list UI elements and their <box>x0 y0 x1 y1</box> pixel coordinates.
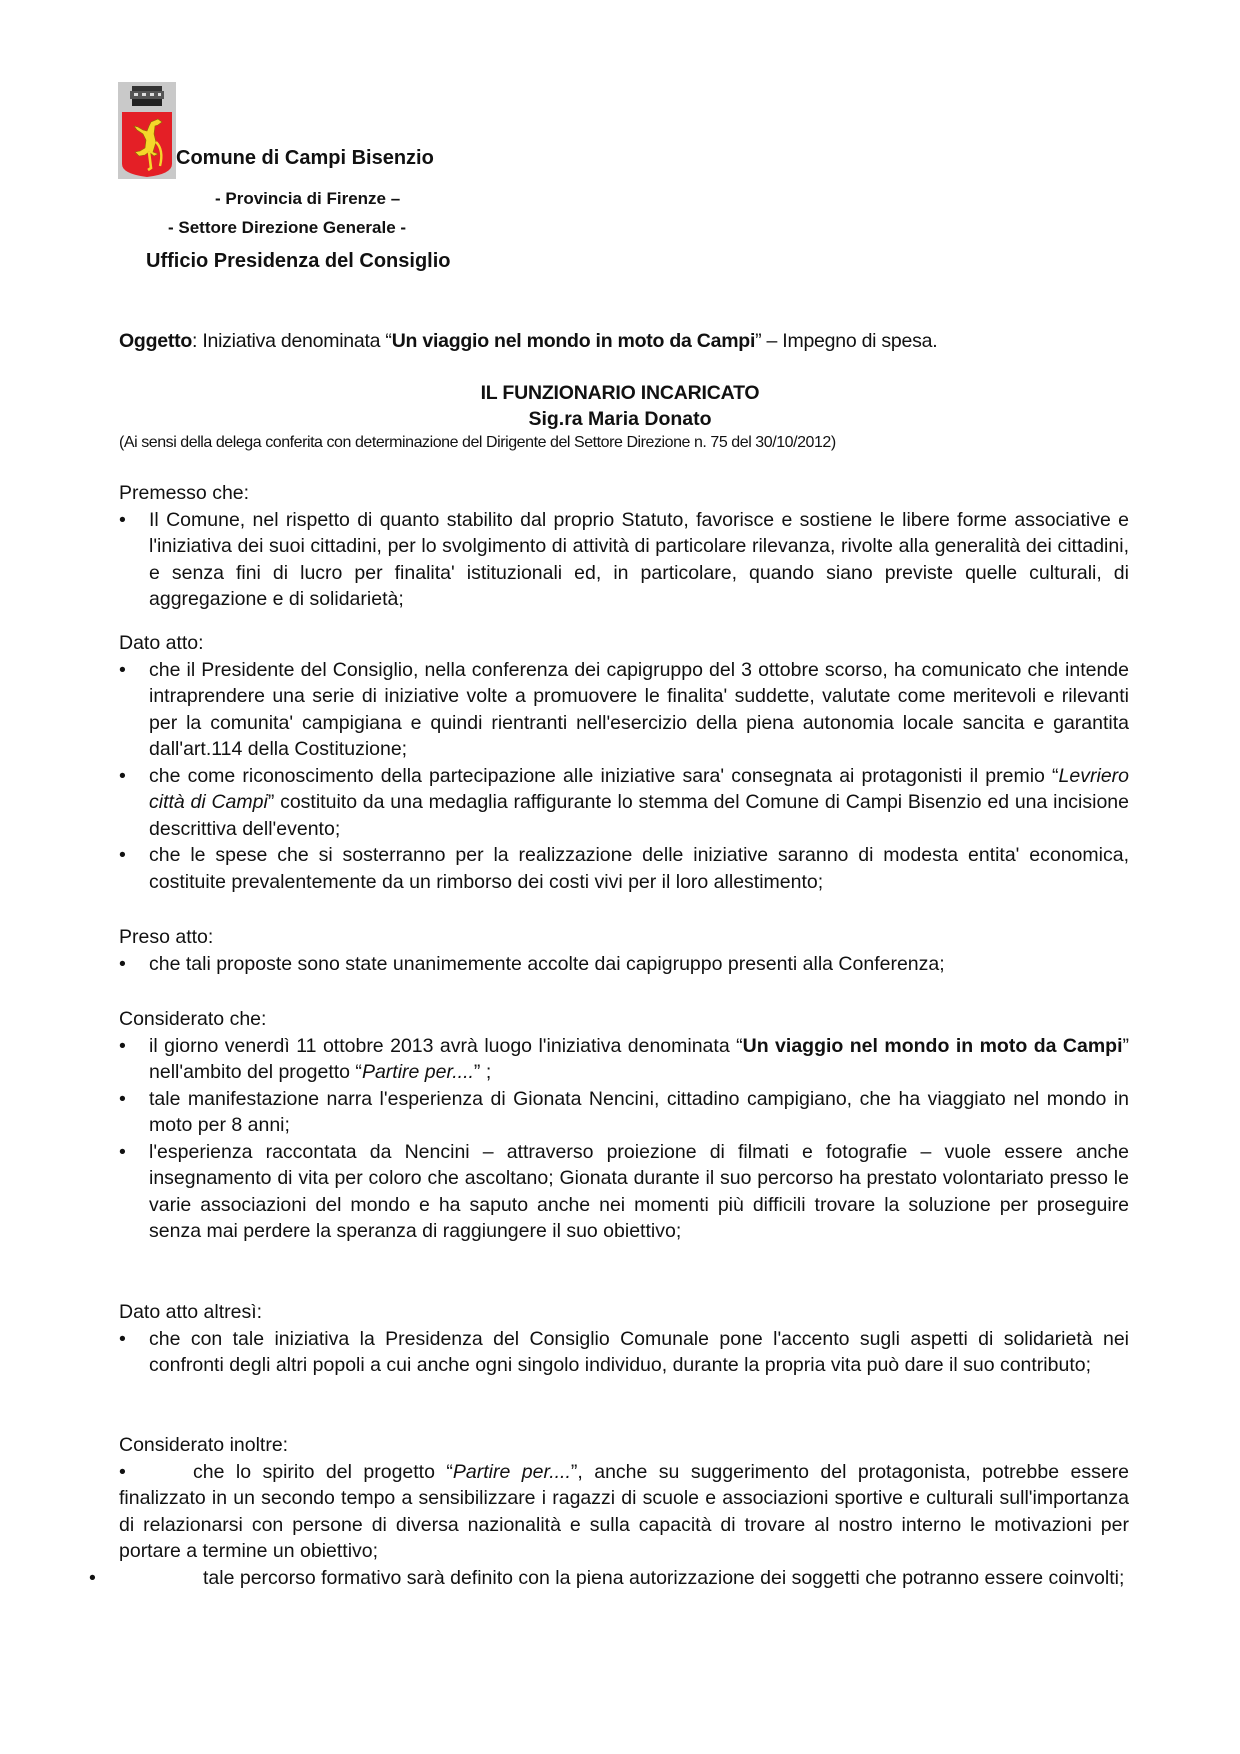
section-dato-atto <box>119 630 1129 895</box>
bullet-list <box>119 1033 1129 1245</box>
event-title: Un viaggio nel mondo in moto da Campi <box>742 1034 1123 1057</box>
section-heading: Considerato inoltre: <box>119 1434 289 1456</box>
list-item: • che come riconoscimento della partecipazione alle iniziative sara' consegnata ai protagonisti il premio “Levriero città di Campi” costituito da una medaglia raffigurante lo stemma del Comune di Campi Bisenzio ed una incisione descrittiva dell'evento; <box>119 764 1129 840</box>
bullet-icon: • <box>119 658 126 681</box>
bullet-list <box>119 1326 1129 1379</box>
list-item: • che il Presidente del Consiglio, nella conferenza dei capigruppo del 3 ottobre scorso, ha comunicato che intende intraprendere una serie di iniziative volte a promuovere le finalita' suddette, valutate come meritevoli e rilevanti per la comunita' campigiana e quindi rientranti nell'esercizio della piena autonomia locale sancita e garantita dall'art.114 della Costituzione; <box>119 658 1129 760</box>
section-dato-atto-altresi <box>119 1299 1129 1379</box>
province-line: - Provincia di Firenze – <box>215 189 401 208</box>
section-heading: Dato atto: <box>119 632 204 654</box>
bullet-icon: • <box>119 1087 126 1110</box>
municipal-coat-of-arms-icon <box>118 82 176 179</box>
subject-title: Un viaggio nel mondo in moto da Campi <box>391 330 756 352</box>
section-considerato-inoltre <box>89 1432 1129 1591</box>
section-heading: Premesso che: <box>119 482 250 504</box>
official-role-heading: IL FUNZIONARIO INCARICATO <box>480 382 760 404</box>
section-considerato-che <box>119 1006 1129 1245</box>
project-name: Partire per.... <box>452 1460 571 1483</box>
list-item: • l'esperienza raccontata da Nencini – attraverso proiezione di filmati e fotografie – vuole essere anche insegnamento di vita per coloro che ascoltano; Gionata durante il suo percorso ha prestato volontariato presso le varie associazioni del mondo e ha saputo anche nei momenti più difficili trovare la soluzione per proseguire senza mai perdere la speranza di raggiungere il suo obiettivo; <box>119 1140 1129 1242</box>
section-heading: Dato atto altresì: <box>119 1301 263 1323</box>
official-name: Sig.ra Maria Donato <box>528 408 712 430</box>
list-item: • tale manifestazione narra l'esperienza di Gionata Nencini, cittadino campigiano, che ha viaggiato nel mondo in moto per 8 anni; <box>119 1087 1129 1136</box>
bullet-icon: • <box>119 508 126 531</box>
bullet-icon: • <box>119 1034 126 1057</box>
subject-tail: ” – Impegno di spesa. <box>755 330 938 352</box>
bullet-icon: • <box>89 1566 96 1589</box>
bullet-list <box>89 1459 1129 1592</box>
bullet-list <box>119 951 1129 978</box>
office-line: Ufficio Presidenza del Consiglio <box>146 250 451 272</box>
section-premesso <box>119 480 1129 613</box>
subject-label: Oggetto <box>119 330 192 352</box>
bullet-icon: • <box>119 1327 126 1350</box>
section-preso-atto <box>119 924 1129 977</box>
list-item: • che tali proposte sono state unanimemente accolte dai capigruppo presenti alla Conferenza; <box>119 951 1129 978</box>
project-name: Partire per.... <box>361 1061 474 1083</box>
bullet-icon: • <box>119 764 126 787</box>
organization-name: Comune di Campi Bisenzio <box>176 147 434 169</box>
list-item: • che lo spirito del progetto “Partire per....”, anche su suggerimento del protagonista, potrebbe essere finalizzato in un secondo tempo a sensibilizzare i ragazzi di scuole e associazioni sportive e culturali sull'importanza di relazionarsi con persone di diversa nazionalità e sulla capacità di trovare al nostro interno le motivazioni per portare a termine un obiettivo; <box>119 1460 1129 1562</box>
list-item: • Il Comune, nel rispetto di quanto stabilito dal proprio Statuto, favorisce e sostiene le libere forme associative e l'iniziativa dei suoi cittadini, per lo svolgimento di attività di particolare rilevanza, rivolte alla generalità dei cittadini, e senza fini di lucro per finalita' istituzionali ed, in particolare, quando siano previste quelle culturali, di aggregazione e di solidarietà; <box>119 508 1129 610</box>
subject-intro: : Iniziativa denominata “ <box>191 330 392 352</box>
bullet-icon: • <box>119 1460 126 1483</box>
bullet-list <box>119 507 1129 613</box>
subject-line <box>119 330 937 353</box>
bullet-list <box>119 657 1129 896</box>
delegation-note: (Ai sensi della delega conferita con determinazione del Dirigente del Settore Direzione n. 75 del 30/10/2012) <box>119 434 836 451</box>
list-item: • che con tale iniziativa la Presidenza del Consiglio Comunale pone l'accento sugli aspetti di solidarietà nei confronti degli altri popoli a cui anche ogni singolo individuo, durante la propria vita può dare il suo contributo; <box>119 1327 1129 1376</box>
list-item: • il giorno venerdì 11 ottobre 2013 avrà luogo l'iniziativa denominata “Un viaggio nel mondo in moto da Campi” nell'ambito del progetto “Partire per....” ; <box>119 1034 1129 1083</box>
section-heading: Preso atto: <box>119 926 214 948</box>
section-heading: Considerato che: <box>119 1008 267 1030</box>
award-name: Levriero città di Campi <box>149 764 1129 813</box>
sector-line: - Settore Direzione Generale - <box>168 218 407 237</box>
list-item: • tale percorso formativo sarà definito con la piena autorizzazione dei soggetti che potranno essere coinvolti; <box>119 1565 1129 1592</box>
bullet-icon: • <box>119 844 126 866</box>
bullet-icon: • <box>119 952 126 975</box>
bullet-icon: • <box>119 1140 126 1163</box>
list-item: • che le spese che si sosterranno per la realizzazione delle iniziative saranno di modesta entita' economica, costituite prevalentemente da un rimborso dei costi vivi per il loro allestimento; <box>119 844 1129 893</box>
